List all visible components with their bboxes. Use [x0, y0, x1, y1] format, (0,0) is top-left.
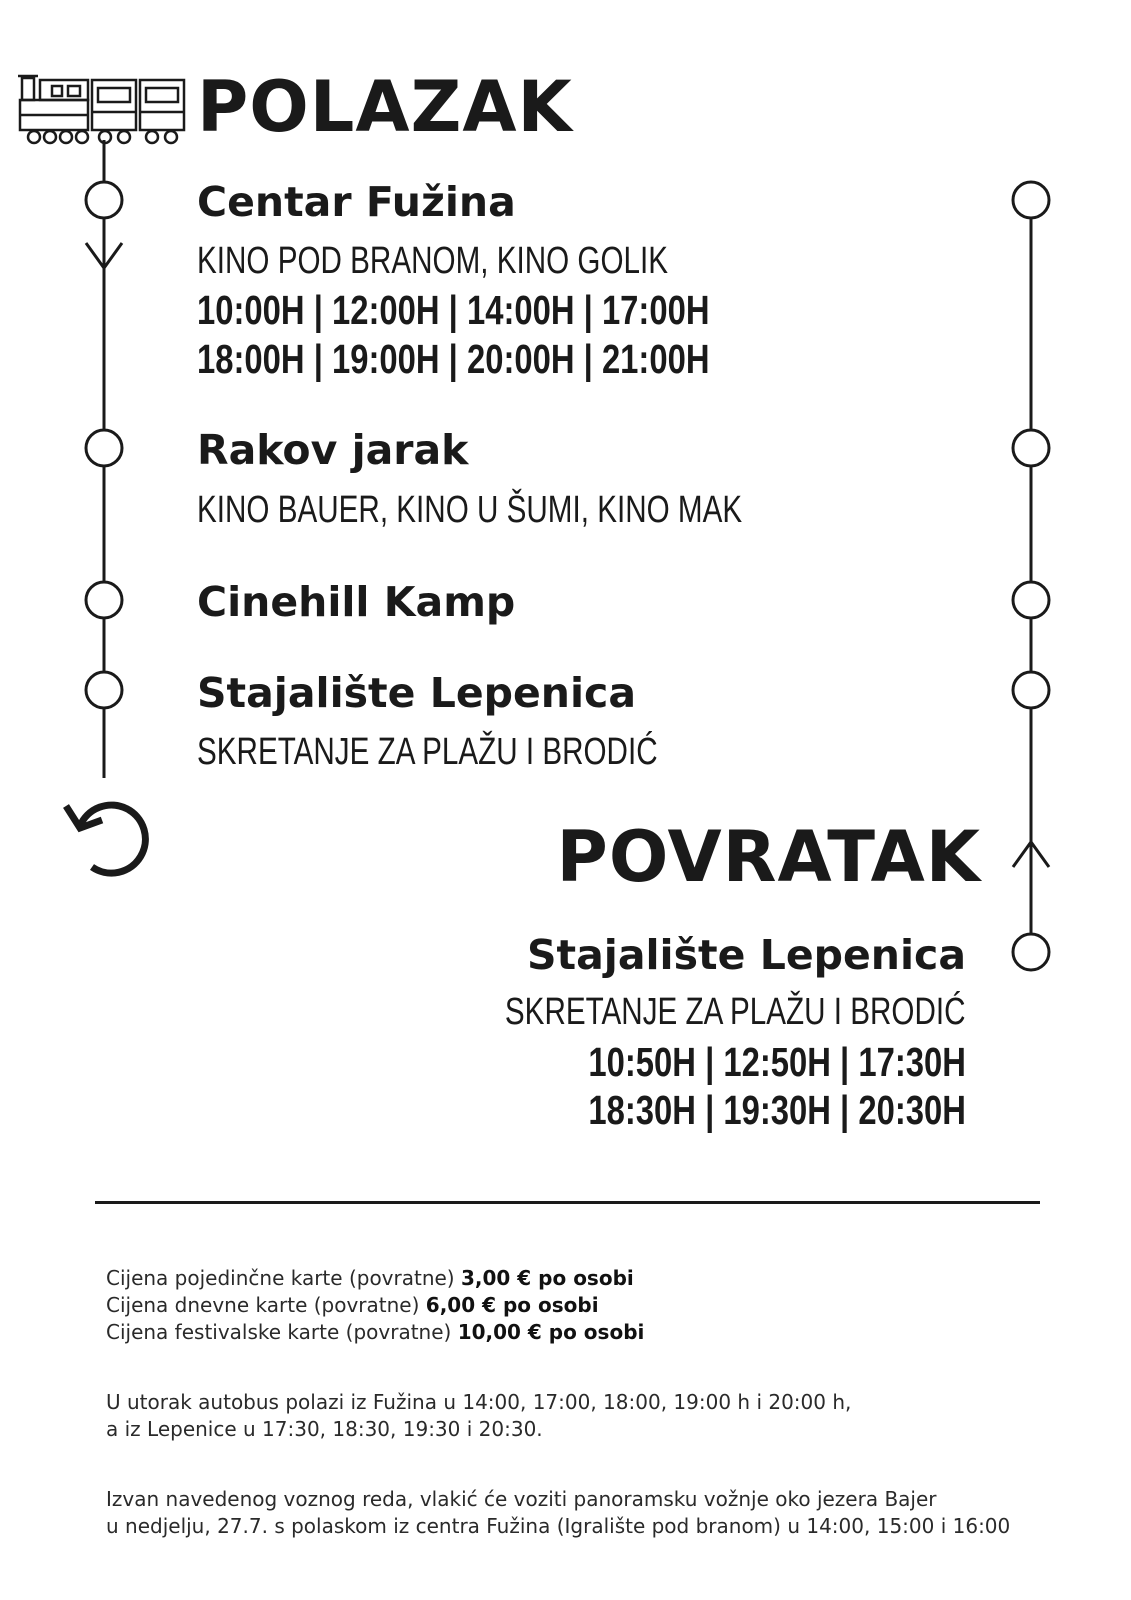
note-line: a iz Lepenice u 17:30, 18:30, 19:30 i 20:30.	[106, 1417, 543, 1441]
panorama-note	[106, 1486, 1010, 1540]
stop-marker	[1013, 934, 1049, 970]
divider	[95, 1201, 1040, 1204]
train-icon	[18, 76, 184, 143]
stop-marker	[1013, 430, 1049, 466]
stop-marker	[86, 430, 122, 466]
stop-subtitle: SKRETANJE ZA PLAŽU I BRODIĆ	[197, 731, 658, 773]
stop-name: Rakov jarak	[197, 426, 469, 474]
return-heading: POVRATAK	[556, 816, 981, 898]
price-label: Cijena pojedinčne karte (povratne)	[106, 1266, 455, 1290]
bus-note	[106, 1389, 851, 1443]
note-line: U utorak autobus polazi iz Fužina u 14:00, 17:00, 18:00, 19:00 h i 20:00 h,	[106, 1390, 852, 1414]
stop-name: Stajalište Lepenica	[197, 669, 637, 717]
price-label: Cijena dnevne karte (povratne)	[106, 1293, 420, 1317]
stop-marker	[86, 672, 122, 708]
stop-marker	[86, 182, 122, 218]
price-line	[106, 1265, 634, 1292]
stop-marker	[1013, 182, 1049, 218]
return-times: 10:50H | 12:50H | 17:30H	[588, 1039, 966, 1085]
price-value: 6,00 € po osobi	[425, 1293, 599, 1317]
price-value: 10,00 € po osobi	[457, 1320, 645, 1344]
departure-times: 18:00H | 19:00H | 20:00H | 21:00H	[197, 336, 710, 382]
stop-subtitle: SKRETANJE ZA PLAŽU I BRODIĆ	[505, 991, 966, 1033]
price-value: 3,00 € po osobi	[460, 1266, 634, 1290]
departure-heading: POLAZAK	[197, 66, 573, 148]
return-arrow-icon	[66, 805, 145, 873]
note-line: u nedjelju, 27.7. s polaskom iz centra Fužina (Igralište pod branom) u 14:00, 15:00 i 16:00	[106, 1514, 1011, 1538]
price-line	[106, 1292, 599, 1319]
stop-marker	[1013, 582, 1049, 618]
stop-name: Stajalište Lepenica	[526, 931, 966, 979]
stop-subtitle: KINO BAUER, KINO U ŠUMI, KINO MAK	[197, 489, 743, 531]
stop-marker	[1013, 672, 1049, 708]
price-label: Cijena festivalske karte (povratne)	[106, 1320, 452, 1344]
stop-subtitle: KINO POD BRANOM, KINO GOLIK	[197, 240, 669, 282]
stop-marker	[86, 582, 122, 618]
stop-name: Centar Fužina	[197, 178, 516, 226]
note-line: Izvan navedenog voznog reda, vlakić će voziti panoramsku vožnje oko jezera Bajer	[106, 1487, 937, 1511]
return-times: 18:30H | 19:30H | 20:30H	[588, 1087, 966, 1133]
stop-name: Cinehill Kamp	[197, 578, 516, 626]
departure-times: 10:00H | 12:00H | 14:00H | 17:00H	[197, 287, 710, 333]
price-line	[106, 1319, 644, 1346]
